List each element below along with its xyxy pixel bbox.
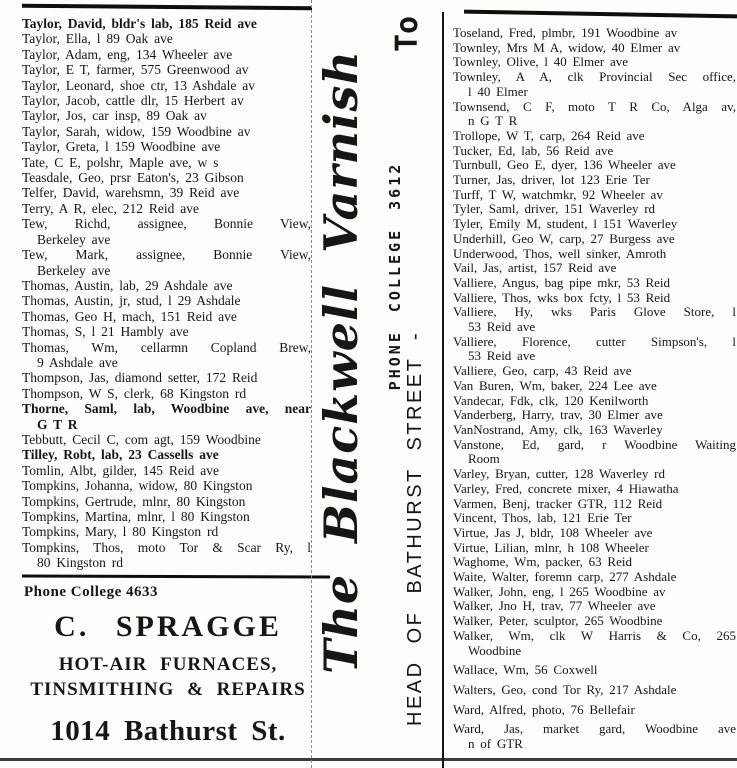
directory-entry: Valliere, Hy, wks Paris Glove Store, l 53 Reid ave — [453, 304, 736, 335]
directory-entry: Walters, Geo, cond Tor Ry, 217 Ashdale — [453, 681, 677, 697]
directory-entry: Taylor, Sarah, widow, 159 Woodbine av — [22, 123, 251, 139]
directory-entry: Valliere, Angus, bag pipe mkr, 53 Reid — [453, 274, 671, 290]
directory-entry: Trollope, W T, carp, 264 Reid ave — [453, 127, 645, 143]
left-column-top-rule — [22, 4, 312, 11]
directory-entry: Virtue, Jas J, bldr, 108 Wheeler ave — [453, 524, 653, 540]
blackwell-ad-location: HEAD OF BATHURST STREET - — [404, 330, 426, 726]
directory-entry: Tompkins, Thos, moto Tor & Scar Ry, l 80 Kingston rd — [22, 539, 311, 571]
gutter-divider-right — [442, 12, 444, 768]
directory-entry: Taylor, E T, farmer, 575 Greenwood av — [22, 62, 249, 78]
spragge-ad — [22, 582, 314, 748]
directory-entry: Taylor, Greta, l 159 Woodbine ave — [22, 139, 221, 155]
directory-entry: Telfer, David, warehsmn, 39 Reid ave — [22, 185, 240, 201]
page-bottom-rule — [0, 758, 737, 761]
directory-entry: Virtue, Lilian, mlnr, h 108 Wheeler — [453, 539, 649, 555]
right-column-top-rule — [464, 10, 737, 19]
ad-separator-rule — [22, 574, 330, 578]
directory-entry: Thompson, Jas, diamond setter, 172 Reid — [22, 370, 258, 386]
directory-entry: Vail, Jas, artist, 157 Reid ave — [453, 260, 617, 276]
directory-entry: Thomas, Austin, jr, stud, l 29 Ashdale — [22, 293, 241, 309]
directory-entry: Thorne, Saml, lab, Woodbine ave, near G T R — [22, 401, 311, 432]
directory-entry: Townley, Olive, l 40 Elmer ave — [453, 54, 629, 70]
directory-entry: Varmen, Benj, tracker GTR, 112 Reid — [453, 495, 663, 511]
directory-entry: Thomas, S, l 21 Hambly ave — [22, 324, 189, 340]
directory-entry: Wallace, Wm, 56 Coxwell — [453, 662, 598, 678]
directory-entry: Townley, A A, clk Provincial Sec office, l 40 Elmer — [453, 69, 736, 99]
spragge-ad-name: C. SPRAGGE — [54, 610, 282, 643]
directory-entry: Tate, C E, polshr, Maple ave, w s — [22, 154, 219, 170]
directory-entry: Thomas, Austin, lab, 29 Ashdale ave — [22, 277, 233, 293]
directory-entry: Taylor, Jos, car insp, 89 Oak av — [22, 108, 207, 124]
directory-entry: Tew, Mark, assignee, Bonnie View, Berkeley ave — [22, 247, 311, 278]
directory-entry: Tyler, Saml, driver, 151 Waverley rd — [453, 201, 656, 217]
directory-entry: Thomas, Geo H, mach, 151 Reid ave — [22, 308, 237, 324]
directory-entry: Waite, Walter, foremn carp, 277 Ashdale — [453, 569, 677, 585]
directory-entry: Underwood, Thos, well sinker, Amroth — [453, 245, 667, 261]
directory-entry: Tompkins, Martina, mlnr, l 80 Kingston — [22, 509, 250, 524]
directory-entry: Tyler, Emily M, student, l 151 Waverley — [453, 216, 678, 232]
directory-entry: Tompkins, Mary, l 80 Kingston rd — [22, 524, 219, 540]
directory-entry: Townley, Mrs M A, widow, 40 Elmer av — [453, 39, 681, 55]
directory-entry: Van Buren, Wm, baker, 224 Lee ave — [453, 377, 657, 393]
directory-entry: Tilley, Robt, lab, 23 Cassells ave — [22, 447, 219, 463]
directory-entry: Walker, Peter, sculptor, 265 Woodbine — [453, 613, 663, 629]
blackwell-ad-phone: PHONE COLLEGE 3612 — [386, 161, 404, 391]
directory-entry: Terry, A R, elec, 212 Reid ave — [22, 200, 200, 216]
directory-entry: Vanstone, Ed, gard, r Woodbine Waiting Room — [453, 436, 736, 467]
directory-entry: Walker, Wm, clk W Harris & Co, 265 Woodbine — [453, 627, 736, 658]
right-column — [453, 26, 736, 752]
directory-entry: Underhill, Geo W, carp, 27 Burgess ave — [453, 230, 675, 246]
directory-entry: Taylor, Leonard, shoe ctr, 13 Ashdale av — [22, 77, 256, 93]
directory-entry: Valliere, Florence, cutter Simpson's, l 53 Reid ave — [453, 333, 736, 364]
directory-entry: Turff, T W, watchmkr, 92 Wheeler av — [453, 186, 663, 202]
directory-entry: Ward, Jas, market gard, Woodbine ave n of GTR — [453, 721, 736, 752]
left-column — [22, 16, 311, 571]
directory-entry: Walker, Jno H, trav, 77 Wheeler ave — [453, 598, 656, 614]
directory-entry: Tebbutt, Cecil C, com agt, 159 Woodbine — [22, 431, 261, 447]
directory-entry: Valliere, Geo, carp, 43 Reid ave — [453, 363, 632, 379]
spragge-ad-line1: HOT-AIR FURNACES, — [58, 654, 278, 675]
directory-entry: Vandecar, Fdk, clk, 120 Kenilworth — [453, 392, 649, 408]
blackwell-ad-title: The Blackwell Varnish — [314, 50, 368, 674]
spragge-ad-phone: Phone College 4633 — [24, 584, 158, 600]
directory-entry: Tomlin, Albt, gilder, 145 Reid ave — [22, 462, 219, 478]
directory-entry: Turner, Jas, driver, lot 123 Erie Ter — [453, 172, 650, 188]
directory-entry: Ward, Alfred, photo, 76 Bellefair — [453, 701, 635, 717]
directory-entry: Thomas, Wm, cellarmn Copland Brew, 9 Ashdale ave — [22, 339, 311, 370]
directory-entry: Waghome, Wm, packer, 63 Reid — [453, 554, 632, 570]
directory-entry: Vincent, Thos, lab, 121 Erie Ter — [453, 510, 632, 526]
directory-entry: Tew, Richd, assignee, Bonnie View, Berkeley ave — [22, 216, 311, 247]
directory-entry: Walker, John, eng, l 265 Woodbine av — [453, 583, 666, 599]
directory-entry: Toseland, Fred, plmbr, 191 Woodbine av — [453, 25, 678, 40]
directory-entry: Vanderberg, Harry, trav, 30 Elmer ave — [453, 407, 663, 423]
directory-entry: Varley, Bryan, cutter, 128 Waverley rd — [453, 466, 666, 482]
directory-entry: Taylor, David, bldr's lab, 185 Reid ave — [22, 16, 257, 31]
directory-entry: Tucker, Ed, lab, 56 Reid ave — [453, 142, 614, 158]
spragge-ad-address: 1014 Bathurst St. — [50, 715, 286, 747]
directory-entry: Valliere, Thos, wks box fcty, l 53 Reid — [453, 289, 671, 305]
directory-entry: VanNostrand, Amy, clk, 163 Waverley — [453, 421, 663, 437]
directory-entry: Varley, Fred, concrete mixer, 4 Hiawatha — [453, 480, 679, 496]
directory-entry: Tompkins, Gertrude, mlnr, 80 Kingston — [22, 493, 246, 509]
directory-entry: Teasdale, Geo, prsr Eaton's, 23 Gibson — [22, 170, 244, 186]
directory-entry: Tompkins, Johanna, widow, 80 Kingston — [22, 478, 253, 494]
directory-entry: Townsend, C F, moto T R Co, Alga av, n G T R — [453, 98, 736, 129]
directory-entry: Turnbull, Geo E, dyer, 136 Wheeler ave — [453, 157, 676, 173]
directory-entry: Taylor, Ella, l 89 Oak ave — [22, 31, 173, 47]
directory-entry: Taylor, Adam, eng, 134 Wheeler ave — [22, 46, 233, 62]
spragge-ad-line2: TINSMITHING & REPAIRS — [30, 679, 306, 700]
directory-entry: Thompson, W S, clerk, 68 Kingston rd — [22, 385, 247, 401]
page-corner-text-fragment: To — [390, 15, 425, 52]
directory-entry: Taylor, Jacob, cattle dlr, 15 Herbert av — [22, 93, 244, 109]
